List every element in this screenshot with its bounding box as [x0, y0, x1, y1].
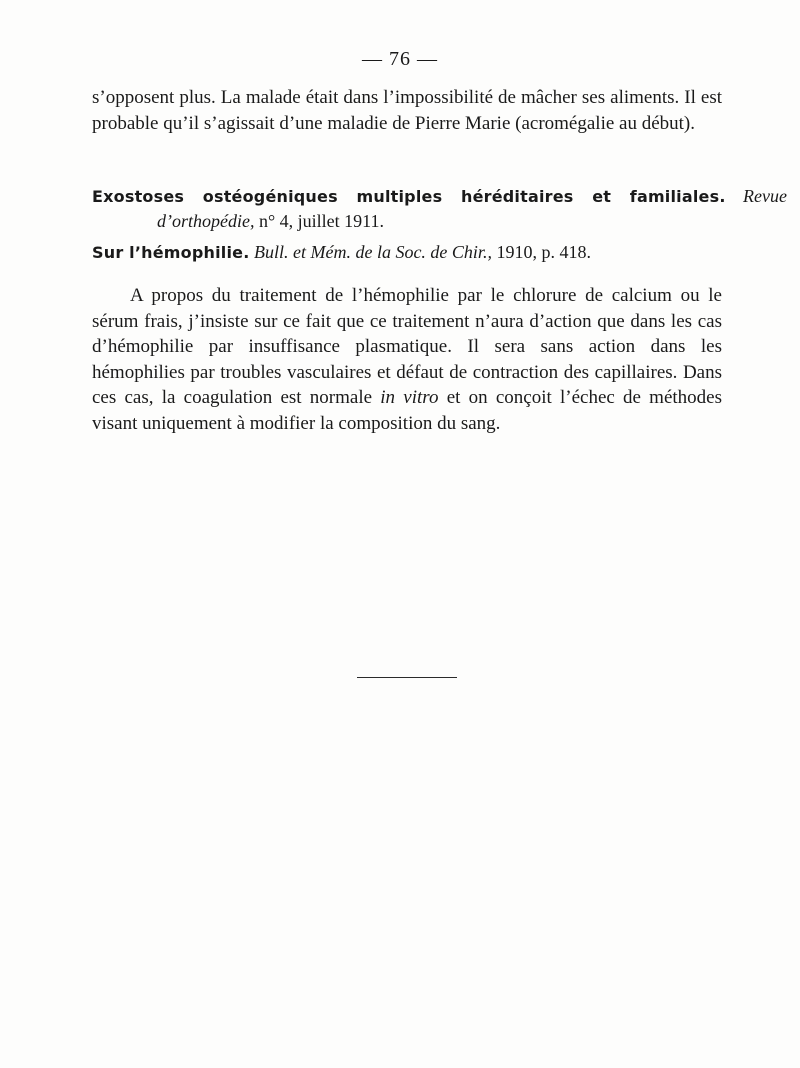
bibliography-entry-hemophilie [92, 240, 722, 265]
continued-paragraph-line-2: probable qu’il s’agissait d’une maladie de Pierre Marie (acromégalie au début). [92, 113, 696, 134]
entry-details: 1910, p. 418. [496, 242, 591, 262]
paragraph-text-part-2: et on conçoit l’échec de méthodes visant uniquement à modifier la composition du sang. [92, 387, 722, 434]
continued-paragraph [92, 85, 722, 137]
page-number: — 76 — [362, 48, 438, 70]
paragraph-text-part-1: A propos du traitement de l’hémophilie par le chlorure de calcium ou le sérum frais, j’insiste sur ce fait que ce traitement n’aura d’action que dans les cas d’hémophilie par insuffisance plasmatique. Il sera sans action dans les hémophilies par troubles vasculaires et défaut de contraction des capillaires. Dans ces cas, la coagulation est normale [92, 285, 722, 409]
entry-details: n° 4, juillet 1911. [258, 211, 385, 231]
paragraph-emphasis: in vitro [380, 387, 439, 409]
continued-paragraph-line-1: s’opposent plus. La malade était dans l’impossibilité de mâcher ses aliments. Il est [92, 87, 722, 108]
section-divider [357, 677, 457, 678]
entry-journal: Bull. et Mém. de la Soc. de Chir., [253, 242, 492, 262]
hemophilie-summary-paragraph [92, 283, 722, 437]
entry-journal: Revue d’orthopédie, [157, 186, 787, 231]
entry-title: Exostoses ostéogéniques multiples héréditaires et familiales. [92, 187, 726, 206]
bibliography-entry-exostoses [92, 184, 787, 234]
entry-title: Sur l’hémophilie. [92, 243, 250, 262]
